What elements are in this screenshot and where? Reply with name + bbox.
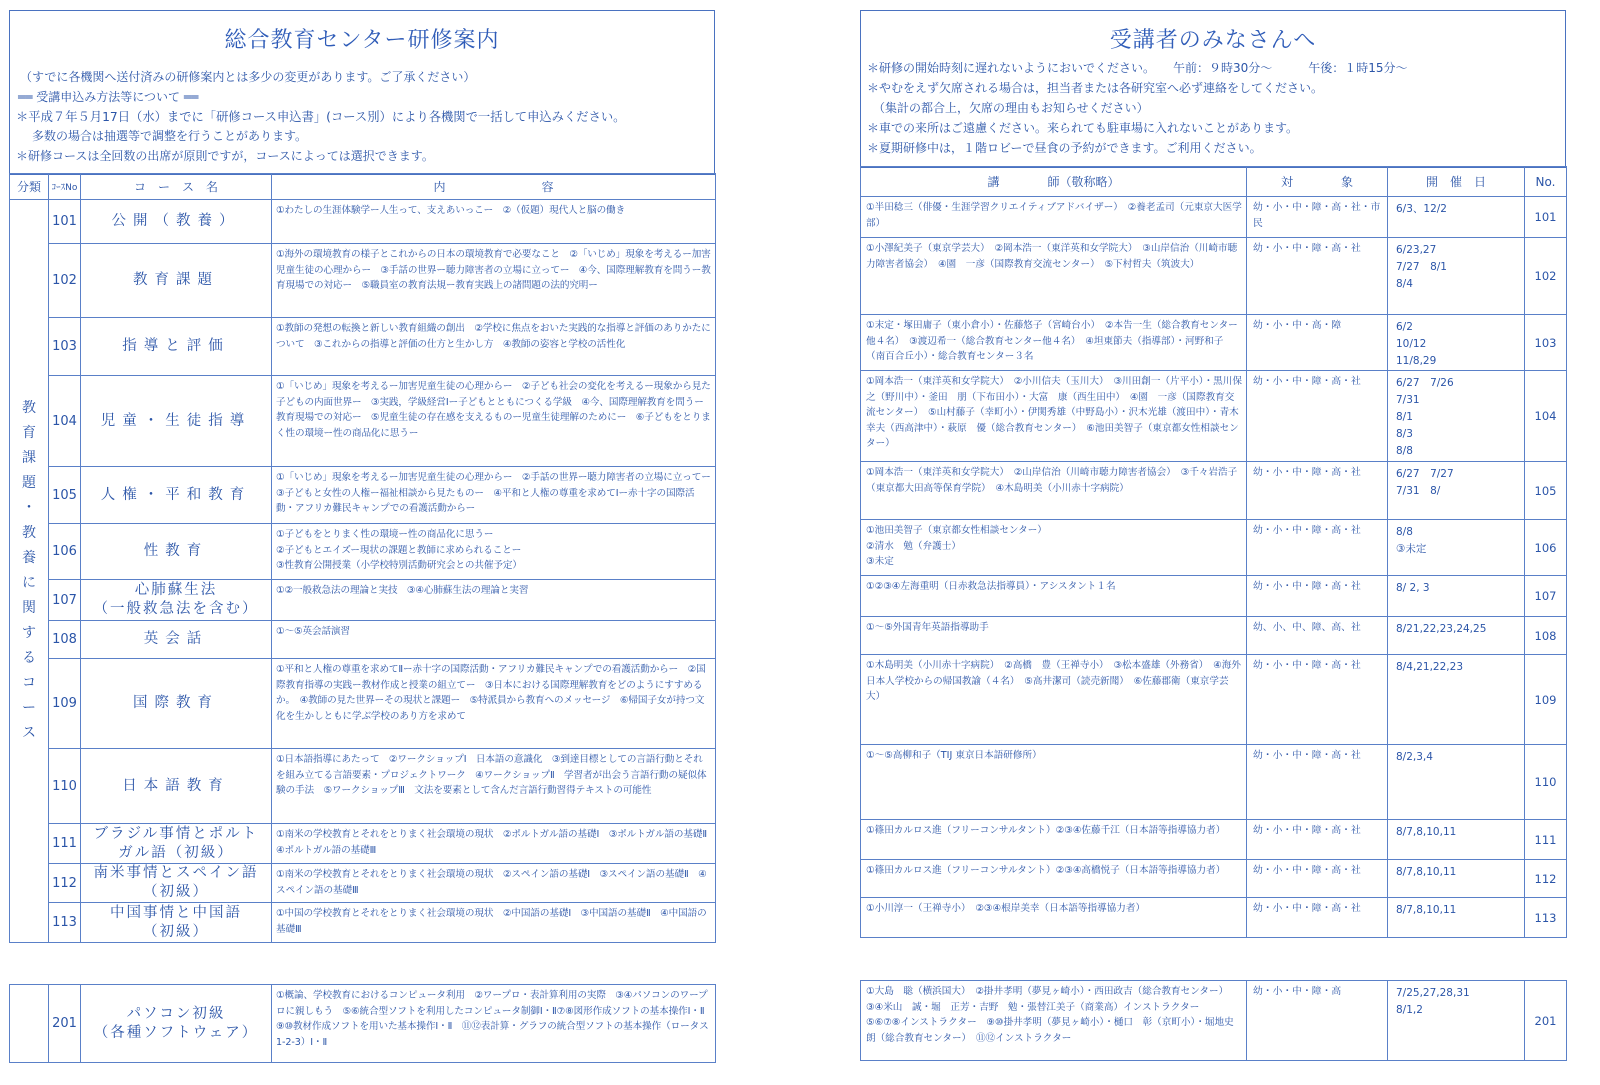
right-note-3: （集計の都合上，欠席の理由もお知らせください）: [867, 101, 1149, 115]
dates-cell: 6/23,27 7/27 8/1 8/4: [1388, 238, 1525, 315]
row-no: 111: [1525, 820, 1567, 860]
lecturer-cell: ①岡本浩一（東洋英和女学院大） ②小川信夫（玉川大） ③川田創一（片平小）・黒川保之（野川中）・釜田 朋（下布田小）・大富 康（西生田中） ④園 一彦（国際教育交流センター） ⑤山村藤子（幸町小）・伊関秀雄（中野島小）・沢木光雄（渡田中）・青木幸夫（西高津中）・萩原 優（総合教育センター） ⑥池田美智子（東京都女性相談センター）: [861, 371, 1247, 462]
header-lecturer: 講 師（敬称略）: [861, 167, 1247, 197]
course-no: 107: [49, 580, 81, 621]
dates-cell: 6/2 10/12 11/8,29: [1388, 315, 1525, 371]
left-note-4: 多数の場合は抽選等で調整を行うことがあります。: [32, 129, 308, 143]
course-no: 105: [49, 467, 81, 524]
course-content: ①平和と人権の尊重を求めてⅡー赤十字の国際活動・アフリカ難民キャンプでの看護活動からー ②国際教育指導の実践ー教材作成と授業の組立てー ③日本における国際理解教育をどのようにすすめるか。 ④教師の見た世界ーその現状と課題ー ⑤特派員から教育へのメッセージ ⑥帰国子女が持つ文化を生かしともに学ぶ学校のあり方を求めて: [272, 659, 716, 749]
target-cell: 幼・小・中・障・高・社: [1247, 655, 1388, 745]
row-no: 103: [1525, 315, 1567, 371]
target-cell: 幼・小・中・障・高: [1247, 981, 1388, 1061]
row-no: 107: [1525, 576, 1567, 617]
target-cell: 幼・小・中・障・高・社: [1247, 520, 1388, 576]
course-name: ブラジル事情とポルト ガル語（初級）: [81, 824, 272, 864]
target-cell: 幼・小・中・障・高・社: [1247, 745, 1388, 820]
course-content: ①日本語指導にあたって ②ワークショップⅠ 日本語の意識化 ③到達目標としての言語行動とそれを組み立てる言語要素・プロジェクトワーク ④ワークショップⅡ 学習者が出会う言語行動の疑似体験の手法 ⑤ワークショップⅢ 文法を要素として含んだ言語行動習得テキストの可能性: [272, 749, 716, 824]
header-course-name: コ ー ス 名: [81, 174, 272, 200]
course-name: パソコン初級 （各種ソフトウェア）: [81, 985, 272, 1063]
row-no: 112: [1525, 860, 1567, 898]
course-content: ①中国の学校教育とそれをとりまく社会環境の現状 ②中国語の基礎Ⅰ ③中国語の基礎Ⅱ ④中国語の基礎Ⅲ: [272, 903, 716, 943]
row-no: 102: [1525, 238, 1567, 315]
lecturer-cell: ①木島明美（小川赤十字病院） ②高橋 豊（王禅寺小） ③松本盛雄（外務省） ④海外日本人学校からの帰国教諭（４名） ⑤高井潔司（読売新聞） ⑥佐藤郡衛（東京学芸大）: [861, 655, 1247, 745]
right-note-4: ＊車での来所はご遠慮ください。来られても駐車場に入れないことがあります。: [867, 121, 1299, 135]
right-title: 受講者のみなさんへ: [1109, 28, 1317, 53]
course-no: 101: [49, 200, 81, 244]
target-cell: 幼・小・中・障・高・社: [1247, 860, 1388, 898]
course-name: 日本語教育: [81, 749, 272, 824]
dates-cell: 6/3、12/2: [1388, 197, 1525, 238]
target-cell: 幼・小・中・障・高・社: [1247, 898, 1388, 938]
dates-cell: 8/7,8,10,11: [1388, 820, 1525, 860]
row-no: 110: [1525, 745, 1567, 820]
lecturer-cell: ①小川淳一（王禅寺小） ②③④根岸美幸（日本語等指導協力者）: [861, 898, 1247, 938]
dates-cell: 8/21,22,23,24,25: [1388, 617, 1525, 655]
course-no: 201: [49, 985, 81, 1063]
lecturer-table-201: [860, 980, 1567, 1061]
course-no: 106: [49, 524, 81, 580]
row-no: 101: [1525, 197, 1567, 238]
course-content: ①わたしの生涯体験学ー人生って、支えあいっこー ②（仮題）現代人と脳の働き: [272, 200, 716, 244]
target-cell: 幼・小・中・障・高・社: [1247, 371, 1388, 462]
row-no: 113: [1525, 898, 1567, 938]
course-name: 公開（教養）: [81, 200, 272, 244]
row-no: 108: [1525, 617, 1567, 655]
lecturer-cell: ①大島 聡（横浜国大） ②掛井孝明（夢見ヶ崎小）・西田政吉（総合教育センター） ③④米山 誠・堀 正芳・吉野 勉・張替江美子（商業高）インストラクター ⑤⑥⑦⑧インストラクター ⑨⑩掛井孝明（夢見ヶ崎小）・樋口 彰（京町小）・堀地史朗（総合教育センター） ⑪⑫インストラクター: [861, 981, 1247, 1061]
target-cell: 幼・小・中・障・高・社: [1247, 462, 1388, 520]
course-content: ①②一般救急法の理論と実技 ③④心肺蘇生法の理論と実習: [272, 580, 716, 621]
dates-cell: 8/ 2, 3: [1388, 576, 1525, 617]
right-note-1: ＊研修の開始時刻に遅れないようにおいでください。 午前：９時30分～ 午後：１時15分～: [867, 61, 1408, 75]
row-no: 104: [1525, 371, 1567, 462]
left-note-3: ＊平成７年５月17日（水）までに「研修コース申込書」(コース別）により各機関で一括して申込みください。: [16, 110, 626, 124]
lecturer-table: [860, 166, 1567, 938]
header-target: 対 象: [1247, 167, 1388, 197]
target-cell: 幼・小・中・障・高・社: [1247, 238, 1388, 315]
left-note-2: ══ 受講申込み方法等について ══: [18, 90, 199, 104]
left-header-panel: [9, 10, 715, 175]
header-course-no: ｺｰｽNo: [49, 174, 81, 200]
course-no: 102: [49, 244, 81, 318]
course-content: ①子どもをとりまく性の環境ー性の商品化に思うー ②子どもとエイズー現状の課題と教師に求められることー ③性教育公開授業（小学校特別活動研究会との共催予定）: [272, 524, 716, 580]
target-cell: 幼、小、中、障、高、社: [1247, 617, 1388, 655]
course-name: 指導と評価: [81, 318, 272, 376]
course-name: 心肺蘇生法 （一般救急法を含む）: [81, 580, 272, 621]
dates-cell: 8/8 ③未定: [1388, 520, 1525, 576]
lecturer-cell: ①②③④左海重明（日赤救急法指導員）・アシスタント１名: [861, 576, 1247, 617]
course-no: 112: [49, 864, 81, 903]
dates-cell: 6/27 7/26 7/31 8/1 8/3 8/8: [1388, 371, 1525, 462]
course-content: ①「いじめ」現象を考えるー加害児童生徒の心理からー ②子ども社会の変化を考えるー現象から見た子どもの内面世界ー ③実践，学級経営Ⅰー子どもとともにつくる学級 ④今、国際理解教育を問うー教育現場での対応ー ⑤児童生徒の存在感を支えるものー児童生徒理解のためにー ⑥子どもをとりまく性の環境ー性の商品化に思うー: [272, 376, 716, 467]
course-table-201: [9, 984, 716, 1063]
lecturer-cell: ①～⑤外国青年英語指導助手: [861, 617, 1247, 655]
course-name: 人権・平和教育: [81, 467, 272, 524]
dates-cell: 7/25,27,28,31 8/1,2: [1388, 981, 1525, 1061]
target-cell: 幼・小・中・高・障: [1247, 315, 1388, 371]
lecturer-cell: ①篠田カルロス進（フリーコンサルタント）②③④佐藤千江（日本語等指導協力者）: [861, 820, 1247, 860]
dates-cell: 6/27 7/27 7/31 8/: [1388, 462, 1525, 520]
course-no: 111: [49, 824, 81, 864]
lecturer-cell: ①篠田カルロス進（フリーコンサルタント）②③④高橋悦子（日本語等指導協力者）: [861, 860, 1247, 898]
dates-cell: 8/2,3,4: [1388, 745, 1525, 820]
left-note-5: ＊研修コースは全回数の出席が原則ですが，コースによっては選択できます。: [16, 149, 434, 163]
category-empty: [10, 985, 49, 1063]
course-content: ①南米の学校教育とそれをとりまく社会環境の現状 ②ポルトガル語の基礎Ⅰ ③ポルトガル語の基礎Ⅱ ④ポルトガル語の基礎Ⅲ: [272, 824, 716, 864]
lecturer-cell: ①末定・塚田庸子（東小倉小）・佐藤悠子（宮崎台小） ②本告一生（総合教育センター他４名） ③渡辺希一（総合教育センター他４名） ④坦東節夫（指導部）・河野和子（南百合丘小）・総合教育センター３名: [861, 315, 1247, 371]
lecturer-cell: ①岡本浩一（東洋英和女学院大） ②山岸信治（川崎市聴力障害者協会） ③千々岩浩子（東京都大田高等保育学院） ④木島明美（小川赤十字病院）: [861, 462, 1247, 520]
dates-cell: 8/7,8,10,11: [1388, 860, 1525, 898]
course-no: 113: [49, 903, 81, 943]
course-name: 中国事情と中国語 （初級）: [81, 903, 272, 943]
target-cell: 幼・小・中・障・高・社・市民: [1247, 197, 1388, 238]
target-cell: 幼・小・中・障・高・社: [1247, 820, 1388, 860]
course-content: ①南米の学校教育とそれをとりまく社会環境の現状 ②スペイン語の基礎Ⅰ ③スペイン語の基礎Ⅱ ④スペイン語の基礎Ⅲ: [272, 864, 716, 903]
course-content: ①～⑤英会話演習: [272, 621, 716, 659]
course-name: 教育課題: [81, 244, 272, 318]
row-no: 105: [1525, 462, 1567, 520]
dates-cell: 8/4,21,22,23: [1388, 655, 1525, 745]
right-note-2: ＊やむをえず欠席される場合は，担当者または各研究室へ必ず連絡をしてください。: [867, 81, 1324, 95]
course-name: 国際教育: [81, 659, 272, 749]
course-name: 英会話: [81, 621, 272, 659]
right-note-5: ＊夏期研修中は，１階ロビーで昼食の予約ができます。ご利用ください。: [867, 141, 1262, 155]
lecturer-cell: ①池田美智子（東京都女性相談センター） ②清水 勉（弁護士） ③未定: [861, 520, 1247, 576]
header-category: 分類: [10, 174, 49, 200]
lecturer-cell: ①半田稔三（俳優・生涯学習クリエイティブアドバイザー） ②養老孟司（元東京大医学部）: [861, 197, 1247, 238]
course-no: 110: [49, 749, 81, 824]
left-note-1: （すでに各機関へ送付済みの研修案内とは多少の変更があります。ご了承ください）: [20, 70, 476, 84]
left-title: 総合教育センター研修案内: [224, 28, 500, 53]
course-name: 児童・生徒指導: [81, 376, 272, 467]
dates-cell: 8/7,8,10,11: [1388, 898, 1525, 938]
course-name: 南米事情とスペイン語 （初級）: [81, 864, 272, 903]
course-content: ①海外の環境教育の様子とこれからの日本の環境教育で必要なこと ②「いじめ」現象を考えるー加害児童生徒の心理からー ③手話の世界ー聴力障害者の立場に立ってー ④今、国際理解教育を問うー教育現場での対応ー ⑤職員室の教育法規ー教育実践上の諸問題の法的究明ー: [272, 244, 716, 318]
course-table: [9, 173, 721, 943]
row-no: 106: [1525, 520, 1567, 576]
category-label: 教 育 課 題 ・ 教 養 に 関 す る コ ー ス: [10, 200, 49, 943]
course-no: 104: [49, 376, 81, 467]
course-name: 性教育: [81, 524, 272, 580]
right-header-panel: [860, 10, 1566, 168]
row-no: 201: [1525, 981, 1567, 1061]
course-no: 103: [49, 318, 81, 376]
target-cell: 幼・小・中・障・高・社: [1247, 576, 1388, 617]
course-content: ①概論、学校教育におけるコンピュータ利用 ②ワープロ・表計算利用の実際 ③④パソコンのワープロに親しもう ⑤⑥統合型ソフトを利用したコンピュータ制御Ⅰ・Ⅱ⑦⑧図形作成ソフトの基本操作Ⅰ・Ⅱ ⑨⑩教材作成ソフトを用いた基本操作Ⅰ・Ⅱ ⑪⑫表計算・グラフの統合型ソフトの基本操作（ロータス1-2-3）Ⅰ・Ⅱ: [272, 985, 716, 1063]
lecturer-cell: ①～⑤高柳和子（TIJ 東京日本語研修所）: [861, 745, 1247, 820]
header-content: 内 容: [272, 174, 716, 200]
header-dates: 開 催 日: [1388, 167, 1525, 197]
course-content: ①「いじめ」現象を考えるー加害児童生徒の心理からー ②手話の世界ー聴力障害者の立場に立ってー ③子どもと女性の人権ー福祉相談から見たものー ④平和と人権の尊重を求めてⅠー赤十字の国際活動・アフリカ難民キャンプでの看護活動からー: [272, 467, 716, 524]
course-content: ①教師の発想の転換と新しい教育組織の創出 ②学校に焦点をおいた実践的な指導と評価のありかたについて ③これからの指導と評価の仕方と生かし方 ④教師の姿容と学校の活性化: [272, 318, 716, 376]
course-no: 108: [49, 621, 81, 659]
course-no: 109: [49, 659, 81, 749]
lecturer-cell: ①小澤紀美子（東京学芸大） ②岡本浩一（東洋英和女学院大） ③山岸信治（川崎市聴力障害者協会） ④園 一彦（国際教育交流センター） ⑤下村哲夫（筑波大）: [861, 238, 1247, 315]
row-no: 109: [1525, 655, 1567, 745]
header-no: No.: [1525, 167, 1567, 197]
